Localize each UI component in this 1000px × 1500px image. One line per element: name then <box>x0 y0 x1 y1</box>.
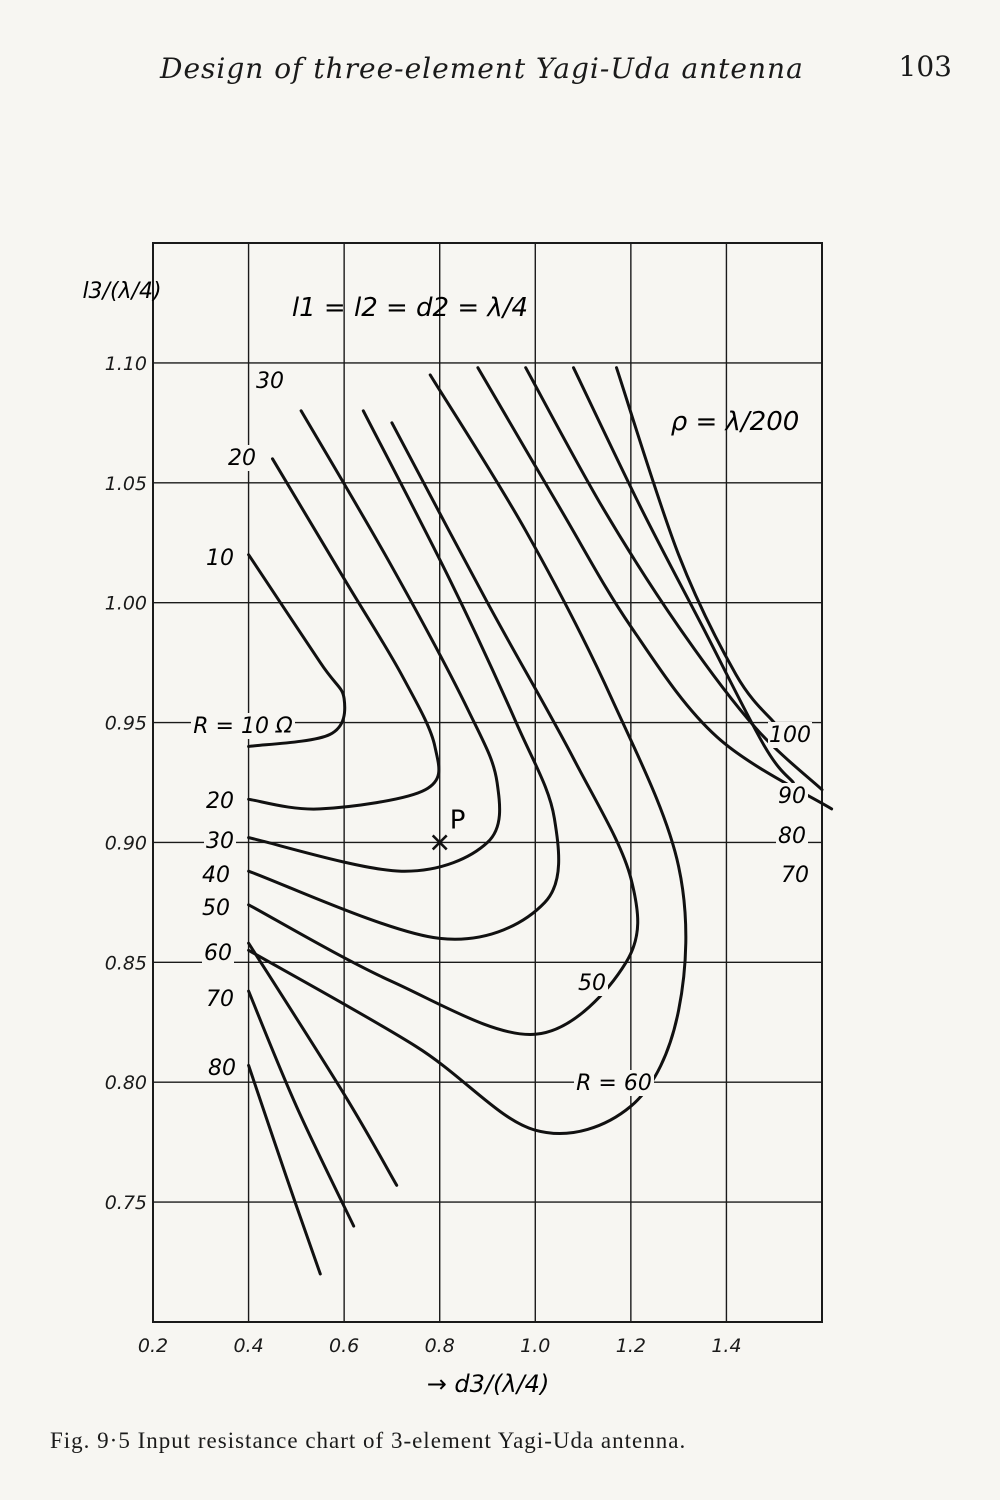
running-title: Design of three-element Yagi-Uda antenna <box>160 52 804 85</box>
y-tick-label: 0.75 <box>104 1192 147 1215</box>
contour-line-r60 <box>249 943 397 1185</box>
contour-label-left-bottom: 60 <box>204 941 232 966</box>
contour-label-left-bottom: 20 <box>206 789 234 814</box>
contour-label-left-bottom: 70 <box>206 987 234 1012</box>
x-tick-label: 1.4 <box>711 1335 742 1357</box>
contour-line-r80 <box>249 1065 321 1274</box>
figure-caption: Fig. 9·5 Input resistance chart of 3-element Yagi-Uda antenna. <box>50 1428 687 1453</box>
contour-label-right: 90 <box>778 784 806 809</box>
condition-annotation: l1 = l2 = d2 = λ/4 <box>291 293 529 323</box>
contour-label-right: 80 <box>778 824 806 849</box>
page-number: 103 <box>898 50 952 83</box>
chart-grid <box>153 243 822 1322</box>
y-tick-label: 1.05 <box>104 472 147 495</box>
y-tick-label: 0.85 <box>104 952 147 975</box>
y-axis-label-text: l3/(λ/4) <box>82 279 162 304</box>
x-tick-label: 0.4 <box>233 1335 264 1357</box>
contour-curves <box>249 368 832 1274</box>
contour-label-inner-50: 50 <box>578 971 606 996</box>
contour-label-right: 100 <box>769 723 811 748</box>
x-axis-label: → d3/(λ/4) <box>426 1370 550 1398</box>
plot-frame <box>153 243 822 1322</box>
x-tick-label: 1.2 <box>615 1335 646 1357</box>
x-tick-label: 0.8 <box>424 1335 455 1357</box>
contour-label-left-bottom: 50 <box>202 896 230 921</box>
rho-annotation: ρ = λ/200 <box>670 407 800 437</box>
contour-label-left-top: 30 <box>256 369 284 394</box>
y-tick-label: 0.80 <box>104 1072 147 1095</box>
point-p-label: P <box>449 805 466 836</box>
y-axis-label <box>82 279 161 304</box>
contour-line-r60 <box>249 375 686 1134</box>
contour-line-r40 <box>249 411 559 939</box>
y-tick-label: 1.10 <box>104 352 147 375</box>
contour-label-left-top: 20 <box>228 446 256 471</box>
contour-label-inner-r60: R = 60 <box>576 1071 652 1096</box>
y-tick-label: 0.95 <box>104 712 147 735</box>
contour-label-left-top: 10 <box>206 546 234 571</box>
contour-label-left-bottom: 80 <box>208 1056 236 1081</box>
contour-label-r10: R = 10 Ω <box>193 714 293 739</box>
contour-label-left-bottom: 40 <box>202 863 230 888</box>
y-tick-label: 1.00 <box>104 592 147 615</box>
contour-label-left-bottom: 30 <box>206 829 234 854</box>
contour-label-right: 70 <box>781 863 809 888</box>
x-tick-label: 0.2 <box>137 1335 169 1357</box>
y-tick-label: 0.90 <box>104 832 147 855</box>
chart-labels <box>82 279 812 1398</box>
x-tick-label: 0.6 <box>329 1335 360 1357</box>
x-tick-label: 1.0 <box>520 1335 551 1357</box>
